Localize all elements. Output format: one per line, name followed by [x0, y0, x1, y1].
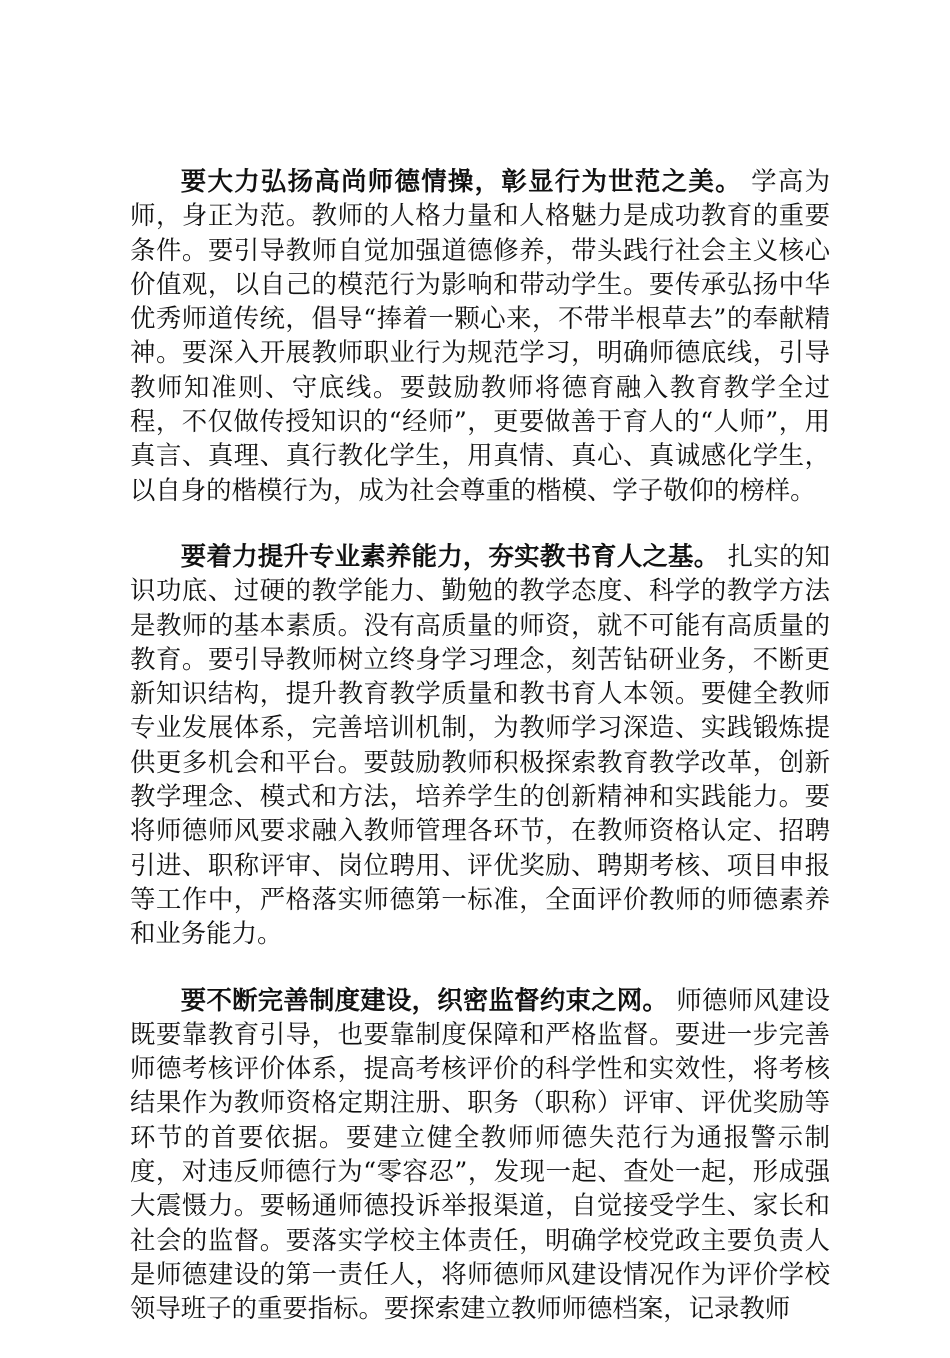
paragraph-1-heading: 要大力弘扬高尚师德情操，彰显行为世范之美。 — [180, 166, 742, 196]
paragraph-2-body: 扎实的知识功底、过硬的教学能力、勤勉的教学态度、科学的教学方法是教师的基本素质。没有高质量的师资，就不可能有高质量的教育。要引导教师树立终身学习理念，刻苦钻研业务，不断更新知识结构，提升教育教学质量和教书育人本领。要健全教师专业发展体系，完善培训机制，为教师学习深造、实践锻炼提供更多机会和平台。要鼓励教师积极探索教育教学改革，创新教学理念、模式和方法，培养学生的创新精神和实践能力。要将师德师风要求融入教师管理各环节，在教师资格认定、招聘引进、职称评审、岗位聘用、评优奖励、聘期考核、项目申报等工作中，严格落实师德第一标准，全面评价教师的师德素养和业务能力。 — [130, 540, 830, 949]
paragraph-3-body: 师德师风建设既要靠教育引导，也要靠制度保障和严格监督。要进一步完善师德考核评价体系，提高考核评价的科学性和实效性，将考核结果作为教师资格定期注册、职务（职称）评审、评优奖励等环节的首要依据。要建立健全教师师德失范行为通报警示制度，对违反师德行为“零容忍”，发现一起、查处一起，形成强大震慑力。要畅通师德投诉举报渠道，自觉接受学生、家长和社会的监督。要落实学校主体责任，明确学校党政主要负责人是师德建设的第一责任人，将师德师风建设情况作为评价学校领导班子的重要指标。要探索建立教师师德档案，记录教师 — [130, 984, 831, 1324]
paragraph-2 — [130, 539, 830, 951]
paragraph-3-heading: 要不断完善制度建设，织密监督约束之网。 — [180, 984, 669, 1015]
document-page — [130, 164, 830, 1358]
paragraph-2-heading: 要着力提升专业素养能力，夯实教书育人之基。 — [180, 540, 720, 571]
paragraph-3 — [130, 983, 830, 1326]
paragraph-1 — [130, 164, 830, 507]
paragraph-1-body: 学高为师，身正为范。教师的人格力量和人格魅力是成功教育的重要条件。要引导教师自觉加强道德修养，带头践行社会主义核心价值观，以自己的模范行为影响和带动学生。要传承弘扬中华优秀师道传统，倡导“捧着一颗心来，不带半根草去”的奉献精神。要深入开展教师职业行为规范学习，明确师德底线，引导教师知准则、守底线。要鼓励教师将德育融入教育教学全过程，不仅做传授知识的“经师”，更要做善于育人的“人师”，用真言、真理、真行教化学生，用真情、真心、真诚感化学生，以自身的楷模行为，成为社会尊重的楷模、学子敬仰的榜样。 — [130, 166, 830, 505]
